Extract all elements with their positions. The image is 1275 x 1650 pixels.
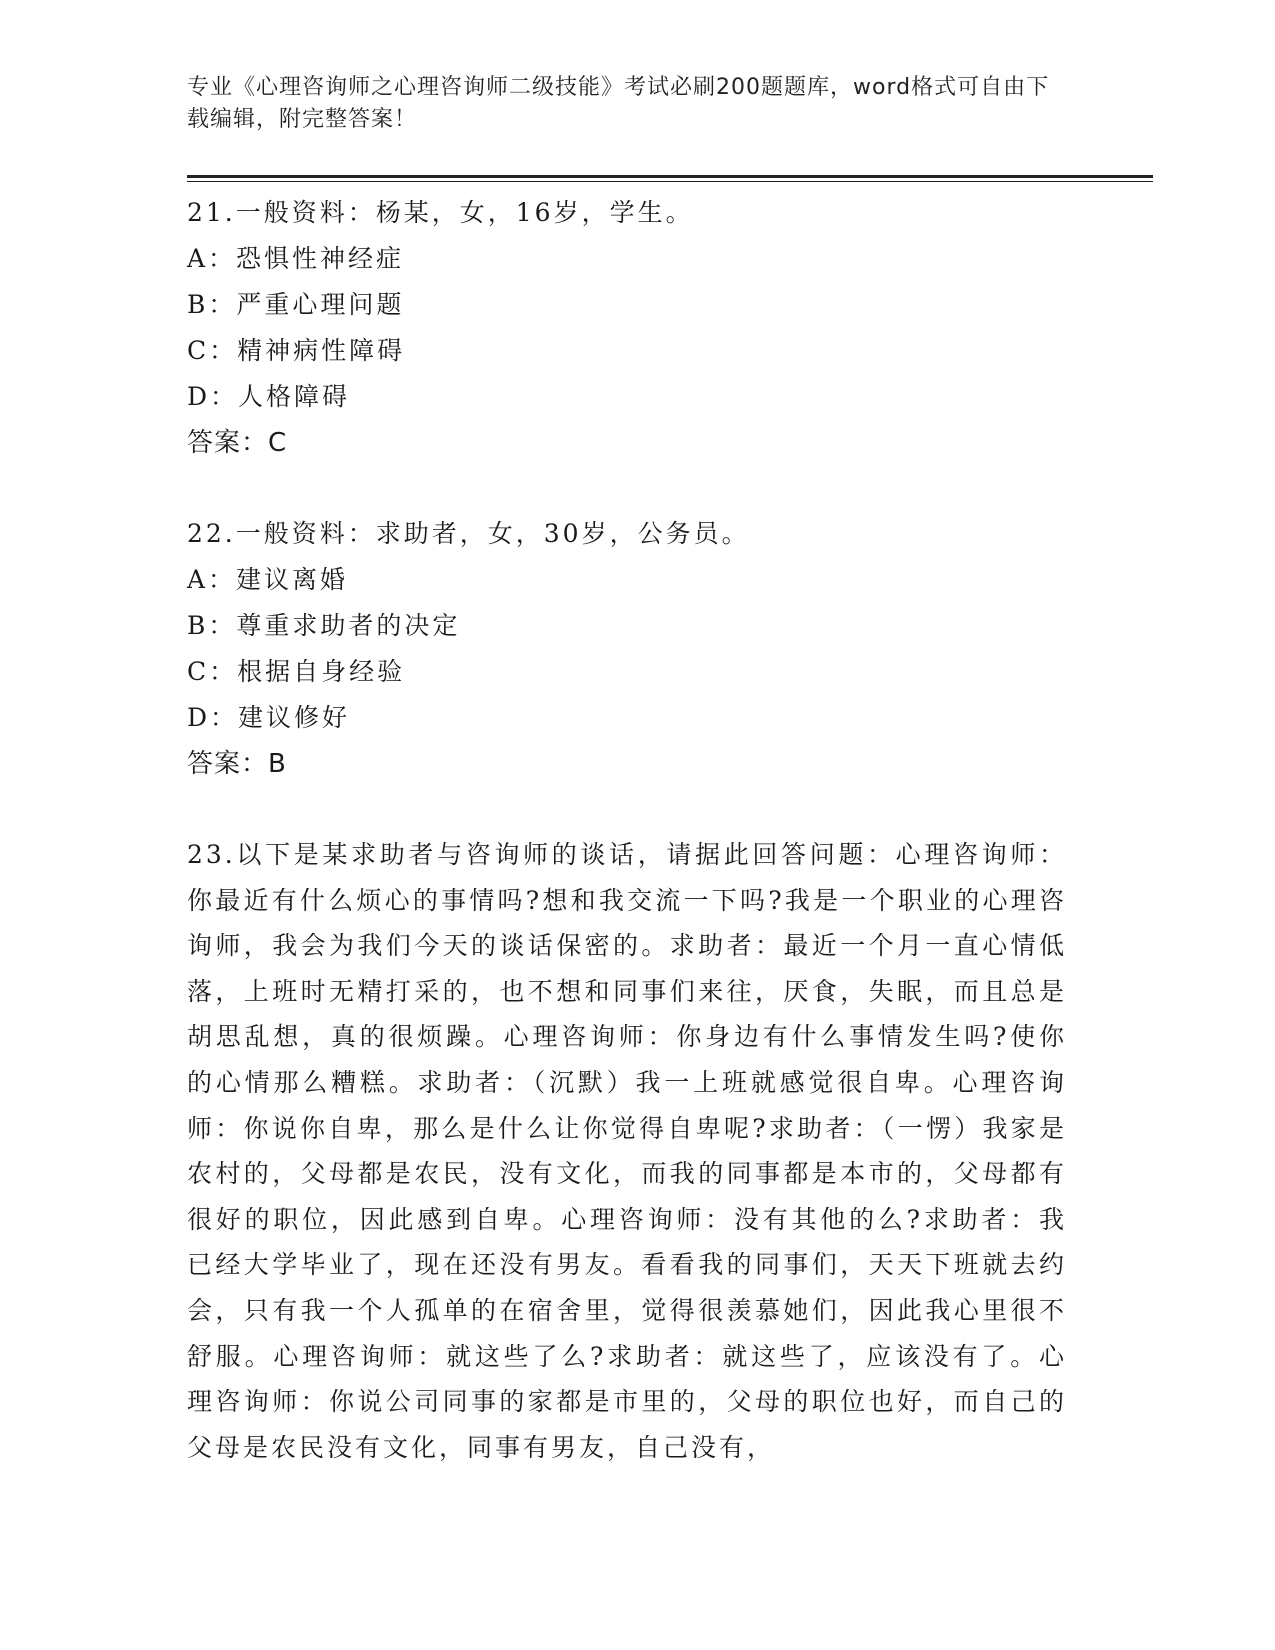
question-22 xyxy=(187,511,1067,787)
answer-line: 答案：C xyxy=(187,428,288,458)
option-c: C：精神病性障碍 xyxy=(187,336,406,365)
option-d: D：建议修好 xyxy=(187,703,351,732)
option-b: B：严重心理问题 xyxy=(187,290,405,319)
option-a: A：恐惧性神经症 xyxy=(187,244,405,273)
question-stem: 21.一般资料：杨某，女，16岁，学生。 xyxy=(187,198,694,227)
question-list xyxy=(187,190,1067,1515)
header-divider-thick xyxy=(187,175,1153,178)
option-c: C：根据自身经验 xyxy=(187,657,406,686)
document-header: 专业《心理咨询师之心理咨询师二级技能》考试必刷200题题库，word格式可自由下载编辑，附完整答案！ xyxy=(187,75,1050,132)
question-21 xyxy=(187,190,1067,466)
question-stem: 23.以下是某求助者与咨询师的谈话，请据此回答问题：心理咨询师：你最近有什么烦心的事情吗?想和我交流一下吗?我是一个职业的心理咨询师，我会为我们今天的谈话保密的。求助者：最近一个月一直心情低落，上班时无精打采的，也不想和同事们来往，厌食，失眠，而且总是胡思乱想，真的很烦躁。心理咨询师：你身边有什么事情发生吗?使你的心情那么糟糕。求助者：（沉默）我一上班就感觉很自卑。心理咨询师：你说你自卑，那么是什么让你觉得自卑呢?求助者：（一愣）我家是农村的，父母都是农民，没有文化，而我的同事都是本市的，父母都有很好的职位，因此感到自卑。心理咨询师：没有其他的么?求助者：我已经大学毕业了，现在还没有男友。看看我的同事们，天天下班就去约会，只有我一个人孤单的在宿舍里，觉得很羡慕她们，因此我心里很不舒服。心理咨询师：就这些了么?求助者：就这些了，应该没有了。心理咨询师：你说公司同事的家都是市里的，父母的职位也好，而自己的父母是农民没有文化，同事有男友，自己没有， xyxy=(187,840,1067,1462)
option-b: B：尊重求助者的决定 xyxy=(187,611,461,640)
option-d: D：人格障碍 xyxy=(187,382,351,411)
option-a: A：建议离婚 xyxy=(187,565,349,594)
question-stem: 22.一般资料：求助者，女，30岁，公务员。 xyxy=(187,519,750,548)
header-divider-thin xyxy=(187,181,1153,182)
question-23 xyxy=(187,832,1067,1470)
answer-line: 答案：B xyxy=(187,749,287,779)
